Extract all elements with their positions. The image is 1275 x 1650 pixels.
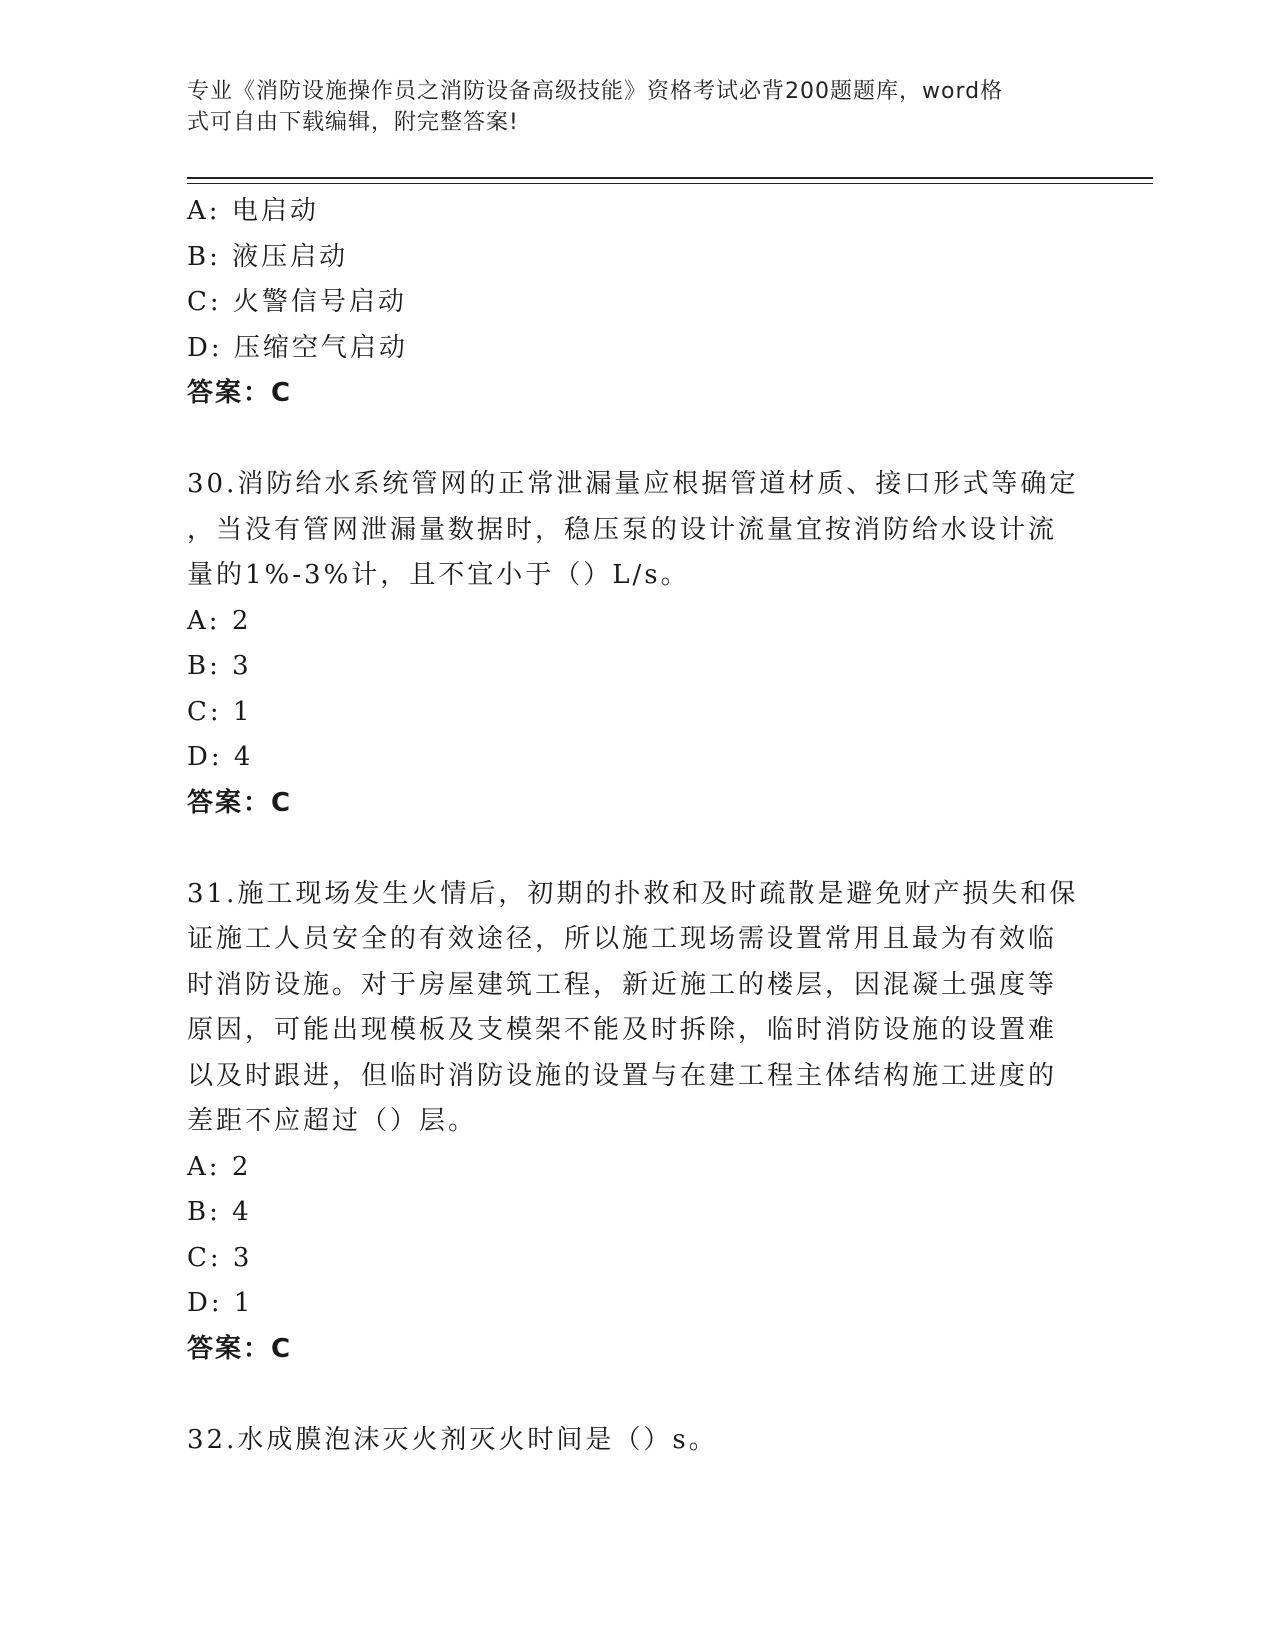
option-b	[187, 644, 1087, 690]
option-label: C:	[187, 696, 222, 727]
question-text-line: 时消防设施。对于房屋建筑工程，新近施工的楼层，因混凝土强度等	[187, 969, 1058, 1000]
question-content	[187, 189, 1087, 1463]
question-text-line: 32.水成膜泡沫灭火剂灭火时间是（）s。	[187, 1424, 718, 1455]
answer-line: 答案：C	[187, 378, 293, 408]
spacer	[187, 826, 1087, 872]
option-d	[187, 735, 1087, 781]
option-label: A:	[187, 1151, 221, 1182]
header-line-1: 专业《消防设施操作员之消防设备高级技能》资格考试必背200题题库，word格	[187, 79, 1004, 104]
option-text: 4	[232, 1197, 252, 1227]
option-c	[187, 690, 1087, 736]
question-29-options	[187, 189, 1087, 417]
option-d	[187, 326, 1087, 372]
question-text-line: 31.施工现场发生火情后，初期的扑救和及时疏散是避免财产损失和保	[187, 878, 1079, 909]
option-text: 2	[231, 605, 252, 636]
header-rule-thick	[187, 177, 1153, 179]
answer-line: 答案：C	[187, 787, 293, 818]
option-label: C:	[187, 287, 222, 317]
option-b	[187, 235, 1087, 281]
option-label: A:	[187, 196, 221, 226]
question-text-line: 差距不应超过（）层。	[187, 1106, 478, 1136]
option-label: B:	[187, 241, 221, 272]
option-text: 火警信号启动	[232, 287, 407, 317]
option-label: D:	[187, 1288, 223, 1318]
option-label: A:	[187, 605, 221, 636]
option-label: D:	[187, 742, 223, 772]
option-b	[187, 1190, 1087, 1236]
spacer	[187, 417, 1087, 463]
option-a	[187, 599, 1087, 645]
option-text: 电启动	[231, 196, 319, 226]
document-header	[187, 76, 1067, 138]
option-text: 3	[232, 651, 252, 681]
question-text-line: 量的1%-3%计，且不宜小于（）L/s。	[187, 560, 690, 590]
question-text-line: 证施工人员安全的有效途径，所以施工现场需设置常用且最为有效临	[187, 924, 1058, 954]
option-label: D:	[187, 332, 223, 363]
option-label: C:	[187, 1242, 222, 1273]
option-d	[187, 1281, 1087, 1327]
question-text-line: 原因，可能出现模板及支模架不能及时拆除，临时消防设施的设置难	[187, 1015, 1058, 1045]
header-line-2: 式可自由下载编辑，附完整答案!	[187, 110, 519, 135]
option-label: B:	[187, 1197, 221, 1227]
option-text: 液压启动	[232, 241, 349, 272]
question-text-line: 以及时跟进，但临时消防设施的设置与在建工程主体结构施工进度的	[187, 1060, 1058, 1091]
option-label: B:	[187, 651, 221, 681]
option-text: 1	[233, 1288, 254, 1318]
option-text: 压缩空气启动	[233, 332, 408, 363]
option-text: 2	[231, 1151, 252, 1182]
question-32	[187, 1418, 1087, 1464]
question-text-line: ，当没有管网泄漏量数据时，稳压泵的设计流量宜按消防给水设计流	[187, 514, 1058, 545]
question-31	[187, 872, 1087, 1373]
question-30	[187, 462, 1087, 826]
spacer	[187, 1372, 1087, 1418]
question-text-line: 30.消防给水系统管网的正常泄漏量应根据管道材质、接口形式等确定	[187, 469, 1079, 499]
option-text: 3	[232, 1242, 253, 1273]
option-a	[187, 189, 1087, 235]
option-c	[187, 1236, 1087, 1282]
header-rule-thin	[187, 183, 1153, 184]
option-text: 4	[233, 742, 254, 772]
option-a	[187, 1145, 1087, 1191]
answer-line: 答案：C	[187, 1333, 293, 1364]
option-text: 1	[232, 696, 253, 727]
option-c	[187, 280, 1087, 326]
